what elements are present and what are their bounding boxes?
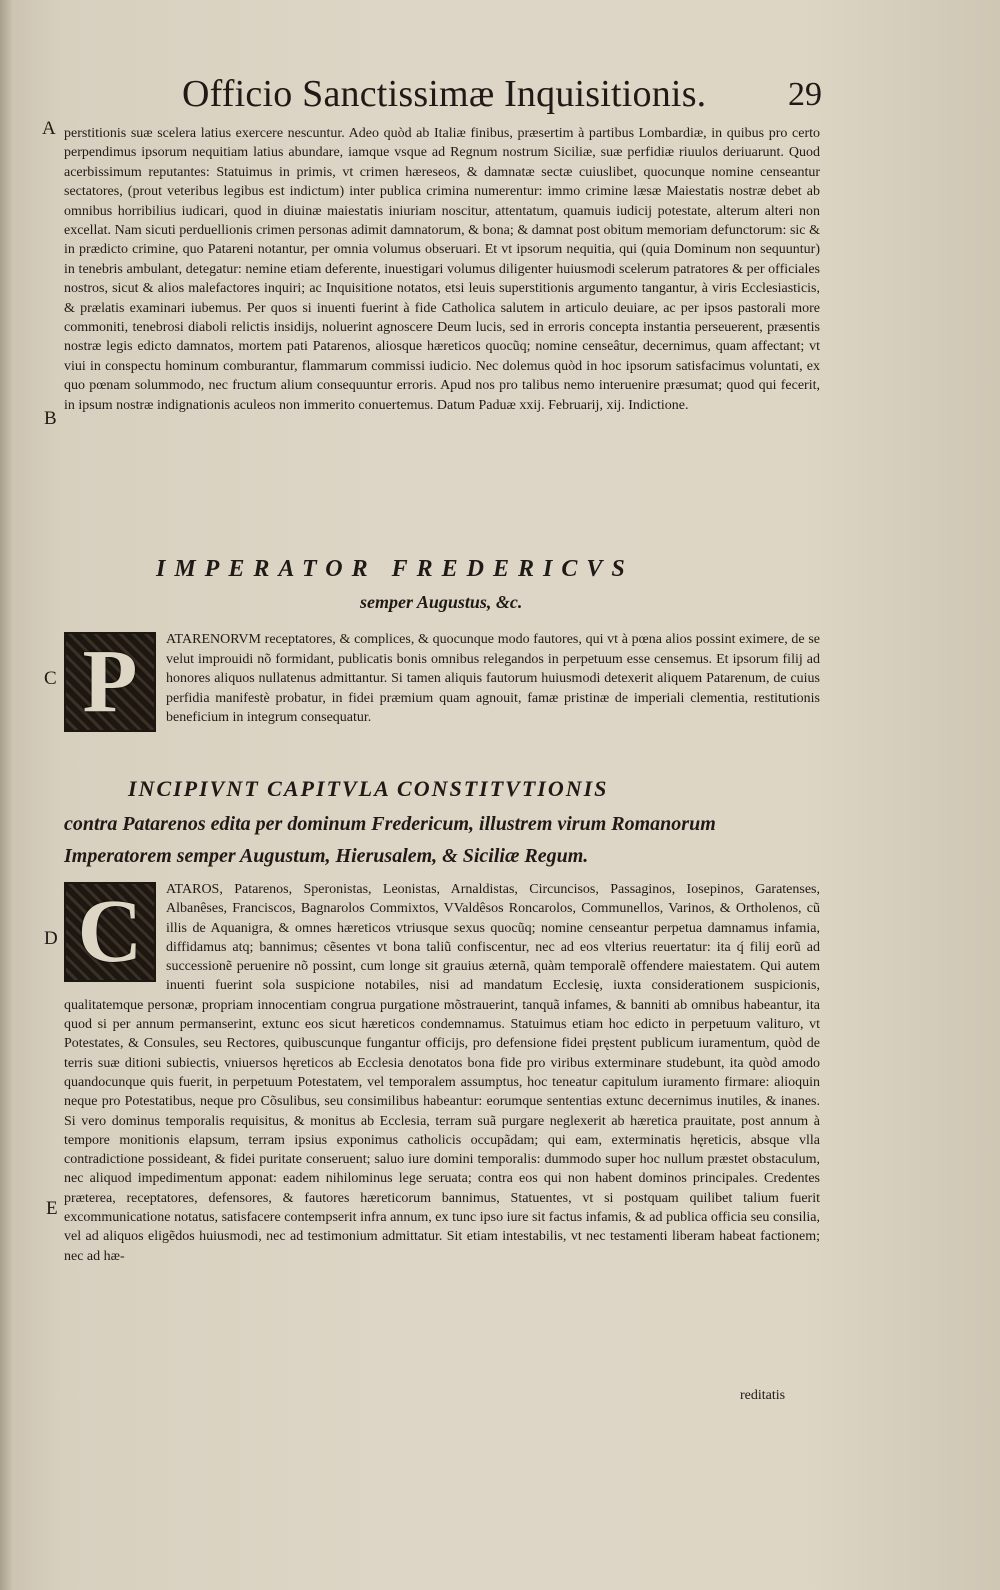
chapter-paragraph — [64, 880, 820, 1266]
catchword: reditatis — [740, 1388, 786, 1403]
body-paragraph: perstitionis suæ scelera latius exercere nescuntur. Adeo quòd ab Italiæ finibus, præsertim à partibus Lombardiæ, in quibus pro certo perpendimus ipsorum nequitiam latius abundare, iamque vsque ad Regnum nostrum Siciliæ, suæ perfidiæ riuulos deriuarunt. Quod acerbissimum reputantes: Statuimus in primis, vt crimen hæreseos, & damnatæ sectæ cuiuslibet, quocunque nomine censeantur sectatores, (prout veteribus legibus est indictum) inter publica crimina numerentur: immo crimine læsæ Maiestatis nostræ debet ab omnibus horribilius iudicari, quod in diuinæ maiestatis iniuriam noscitur, attentatum, quamuis iudicij potestate, alterum alteri non excellat. Nam sicuti perduellionis crimen personas adimit damnatorum, & bona; & damnat post obitum memoriam defunctorum: sic & in prædicto crimine, quo Patareni notantur, per omnia volumus obseruari. Et vt ipsorum nequitia, qui (quia Dominum non sequuntur) in tenebris ambulant, detegatur: nemine etiam deferente, inuestigari volumus diligenter huiusmodi scelerum patratores & per officiales nostros, sicut & alios malefactores inquiri; ac Inquisitione notatos, etsi leuis superstitionis argumento tangantur, à viris Ecclesiasticis, & prælatis examinari iubemus. Per quos si inuenti fuerint à fide Catholica salutem in articulo deuiare, ac per ipsos pastorali more commoniti, tenebrosi diaboli relictis insidijs, noluerint agnoscere Deum lucis, sed in erroris concepta instantia perseuerent, præsentis nostræ legis edicto damnatos, mortem pati Patarenos, aliosque hæreticos quocũq; nomine censeâtur, decernimus, quam affectant; vt viui in conspectu hominum comburantur, flammarum commissi iudicio. Nec dolemus quòd in hoc ipsorum satisfacimus voluntati, ex quo pœnam solummodo, nec fructum alium consequuntur erroris. Apud nos pro talibus nemo interuenire præsumat; quod qui fecerit, in ipsum nostræ indignationis aculeos non immerito conuertemus. Datum Paduæ xxij. Februarij, xij. Indictione. — [64, 126, 820, 413]
chapter-title: INCIPIVNT CAPITVLA CONSTITVTIONIS — [128, 776, 609, 801]
edict-paragraph — [64, 630, 820, 740]
margin-letter-d: D — [44, 928, 58, 949]
margin-letter-c: C — [44, 668, 57, 689]
margin-letter-a: A — [42, 118, 56, 139]
chapter-text: ATAROS, Patarenos, Speronistas, Leonistas, Arnaldistas, Circuncisos, Passaginos, Iosepinos, Garatenses, Albanêses, Franciscos, Bagnarolos Commixtos, VValdêsos Roncarolos, Communellos, Varinos, & Ortholenos, cũ illis de Aquanigra, & omnes hæreticos vtriusque sexus quocũq; nomine censeantur perpetua damnamus infamia, diffidamus atq; bannimus; cẽsentes vt bona taliũ confiscentur, nec ad eos vlterius reuertatur: ita q́ filij eorũ ad successionẽ peruenire nõ possint, cum longe sit grauius æternã, quàm temporalẽ offendere maiestatem. Qui autem inuenti fuerint sola suspicione notabiles, nisi ad mandatum Ecclesię, iuxta considerationem suspicionis, qualitatemque personæ, propriam innocentiam congrua purgatione mõstrauerint, tanquã infames, & banniti ab omnibus habeantur, ita quod si per annum permanserint, extunc eos sicut hæreticos condemnamus. Statuimus etiam hoc edicto in perpetuum valituro, vt Potestates, & Consules, seu Rectores, quibuscunque fungantur officijs, pro defensione fidei pręstent publicum iuramentum, quòd de terris suæ ditioni subiectis, vniuersos hęreticos ab Ecclesia denotatos bona fide pro viribus exterminare studebunt, ita quòd amodo quandocunque quis fuerit, in perpetuum Potestatem, vel temporalem assumptus, hoc teneatur capitulum iuramento firmare: alioquin neque pro Potestatibus, neque pro Cõsulibus, seu consimilibus habeantur: eorumque sententias extunc decernimus inutiles, & inanes. Si vero dominus temporalis requisitus, & monitus ab Ecclesia, terram suã purgare neglexerit ab hæretica prauitate, post annum à tempore monitionis elapsum, terram ipsius exponimus catholicis occupãdam; qui eam, exterminatis hęreticis, absque vlla contradictione possideant, & fidei puritate conseruent; saluo iure domini temporalis: dummodo super hoc nullum præstet obstaculum, nec aliquod impedimentum apponat: eadem nihilominus lege seruata; contra eos qui non habent dominos principales. Credentes præterea, receptatores, defensores, & fautores hæreticorum bannimus, Statuentes, vt si postquam quilibet talium fuerit excommunicatione notatus, satisfacere contempserit infra annum, ex tunc ipso iure sit factus infamis, & ad publica officia seu consilia, vel ad aliquos eligẽdos huiusmodi, nec ad testimonium admittatur. Sit etiam intestabilis, vt nec testamenti liberam habeat factionem; nec ad hæ- — [64, 882, 820, 1264]
running-title: Officio Sanctissimæ Inquisitionis. — [182, 73, 707, 115]
dropcap-c: C — [64, 882, 156, 982]
margin-letter-e: E — [46, 1198, 58, 1219]
edict-title: IMPERATOR FREDERICVS — [156, 556, 634, 582]
margin-letter-b: B — [44, 408, 57, 429]
page-header — [182, 72, 822, 122]
edict-subtitle: semper Augustus, &c. — [360, 592, 523, 612]
page-number: 29 — [788, 76, 822, 113]
page-spine-shadow — [0, 0, 14, 1590]
chapter-subtitle: contra Patarenos edita per dominum Fredericum, illustrem virum Romanorum Imperatorem semper Augustum, Hierusalem, & Siciliæ Regum. — [64, 813, 716, 867]
dropcap-p: P — [64, 632, 156, 732]
edict-text: ATARENORVM receptatores, & complices, & quocunque modo fautores, qui vt à pœna alios possint eximere, de se velut improuidi nõ formidant, publicatis bonis omnibus relegandos in perpetuum esse censemus. Et ipsorum filij ad honores aliquos nullatenus admittantur. Si tamen aliquis fautorum huiusmodi detexerit aliquem Patarenum, de cuius perfidia manifestè probatur, in fidei præmium quam agnouit, famæ pristinæ de imperiali clementia, restitutionis beneficium in integrum consequatur. — [166, 632, 820, 725]
